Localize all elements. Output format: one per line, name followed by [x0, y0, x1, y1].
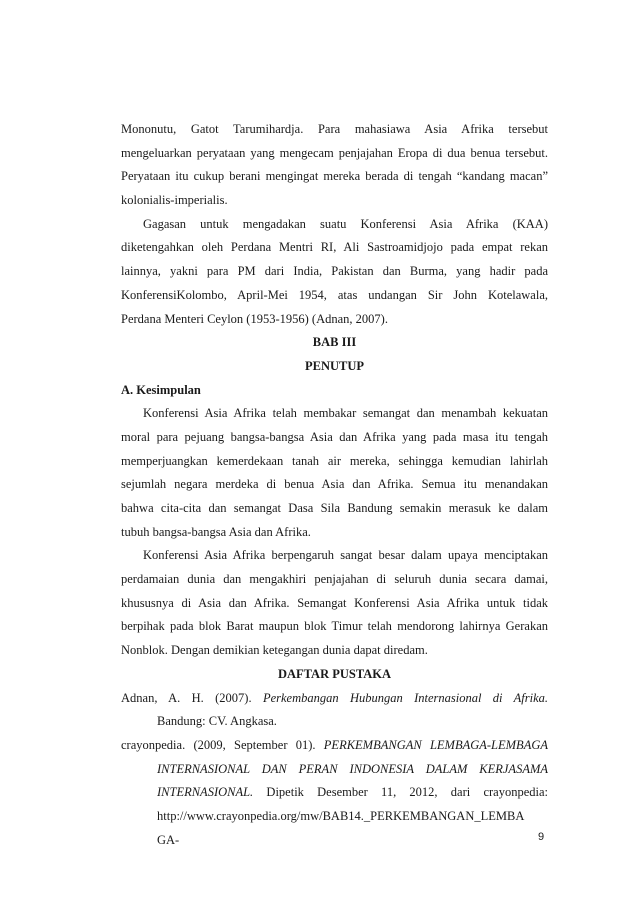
chapter-name: PENUTUP	[304, 358, 365, 373]
text-line: Peryataan itu cukup berani mengingat mereka berada di tengah “kandang macan”	[121, 169, 548, 184]
reference-author-year: Adnan, A. H. (2007).	[121, 690, 252, 705]
section-heading: A. Kesimpulan	[121, 382, 201, 397]
text-line: tubuh bangsa-bangsa Asia dan Afrika.	[121, 524, 311, 539]
reference-line	[121, 734, 548, 758]
reference-title: INTERNASIONAL.	[157, 785, 254, 800]
paragraph-kaa-idea	[121, 213, 548, 331]
bibliography-title: DAFTAR PUSTAKA	[277, 666, 392, 681]
text-line: Konferensi Asia Afrika berpengaruh sangat besar dalam upaya menciptakan	[143, 548, 548, 563]
text-line: memperjuangkan kemerdekaan tanah air mereka, sehingga kemudian lahirlah	[121, 453, 548, 468]
reference-title: Perkembangan Hubungan Internasional di Afrika.	[262, 690, 549, 705]
text-line: Nonblok. Dengan demikian ketegangan dunia dapat diredam.	[121, 643, 428, 658]
text-line: Mononutu, Gatot Tarumihardja. Para mahasiawa Asia Afrika tersebut	[121, 122, 548, 136]
text-line: sejumlah negara merdeka di benua Asia dan Afrika. Semua itu menandakan	[121, 477, 548, 492]
paragraph-delegation	[121, 118, 548, 213]
text-line: Perdana Menteri Ceylon (1953-1956) (Adnan, 2007).	[121, 311, 388, 326]
reference-title: INTERNASIONAL DAN PERAN INDONESIA DALAM KERJASAMA	[157, 761, 548, 776]
reference-title: PERKEMBANGAN LEMBAGA-LEMBAGA	[323, 737, 548, 752]
reference-access-info: Dipetik Desember 11, 2012, dari crayonpedia:	[266, 785, 549, 800]
paragraph-conclusion-2	[121, 544, 548, 662]
reference-line	[121, 758, 548, 782]
reference-author-year: crayonpedia. (2009, September 01).	[121, 737, 316, 752]
text-line: perdamaian dunia dan mengakhiri penjajahan di seluruh dunia secara damai,	[121, 572, 548, 587]
text-line: khususnya di Asia dan Afrika. Semangat Konferensi Asia Afrika untuk tidak	[121, 595, 548, 610]
reference-url: http://www.crayonpedia.org/mw/BAB14._PERKEMBANGAN_LEMBA	[157, 808, 525, 823]
reference-crayonpedia	[121, 734, 548, 852]
page-body	[121, 118, 548, 852]
text-line: kolonialis-imperialis.	[121, 193, 228, 208]
page-number: 9	[538, 831, 545, 843]
text-line: KonferensiKolombo, April-Mei 1954, atas undangan Sir John Kotelawala,	[121, 287, 548, 302]
text-line: bahwa cita-cita dan semangat Dasa Sila Bandung semakin merasuk ke dalam	[121, 501, 548, 515]
reference-adnan	[121, 687, 548, 734]
chapter-title: BAB III	[312, 335, 357, 350]
text-line: Konferensi Asia Afrika telah membakar semangat dan menambah kekuatan	[143, 406, 548, 421]
reference-publisher: Bandung: CV. Angkasa.	[157, 714, 277, 729]
reference-line	[121, 781, 548, 805]
reference-line	[121, 687, 548, 711]
text-line: diketengahkan oleh Perdana Mentri RI, Ali Sastroamidjojo pada empat rekan	[121, 240, 548, 255]
text-line: mengeluarkan peryataan yang mengecam penjajahan Eropa di dua benua tersebut.	[121, 145, 548, 160]
reference-url: GA-	[157, 832, 180, 847]
text-line: berpihak pada blok Barat maupun blok Timur telah mendorong lahirnya Gerakan	[121, 619, 548, 634]
text-line: Gagasan untuk mengadakan suatu Konferensi Asia Afrika (KAA)	[143, 216, 548, 231]
paragraph-conclusion-1	[121, 402, 548, 544]
text-line: lainnya, yakni para PM dari India, Pakistan dan Burma, yang hadir pada	[121, 264, 548, 279]
text-line: moral para pejuang bangsa-bangsa Asia dan Afrika yang pada masa itu tengah	[121, 429, 548, 444]
